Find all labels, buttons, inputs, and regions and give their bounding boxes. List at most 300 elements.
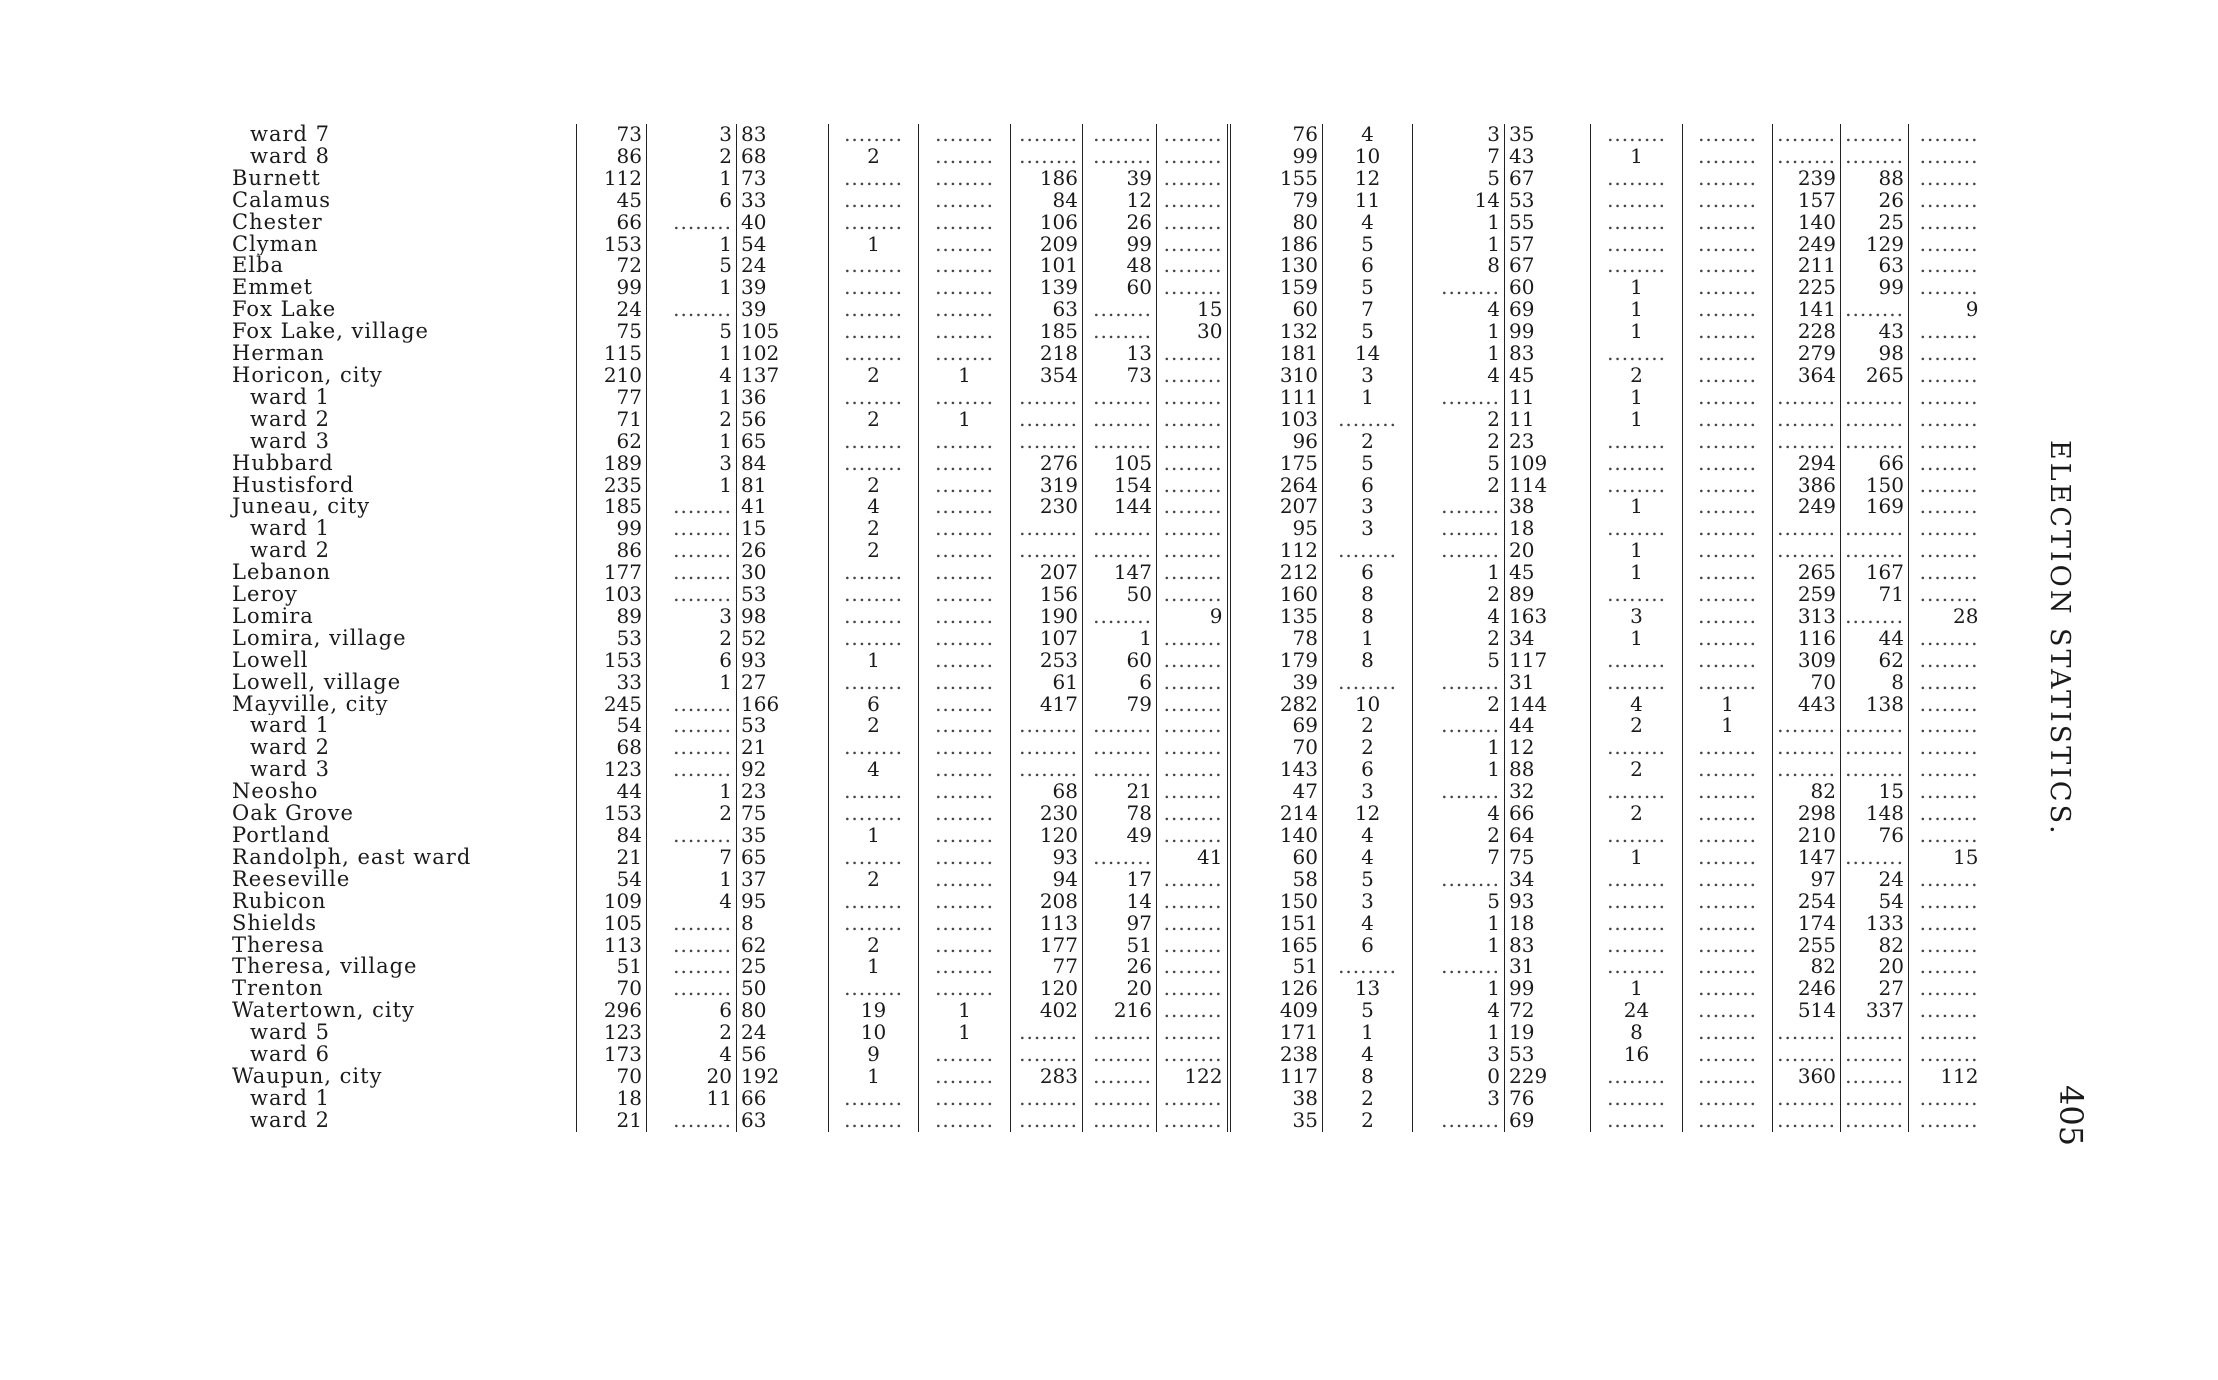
vote-cell: 26 [737,540,829,562]
vote-cell: ........ [919,606,1011,628]
vote-cell: 360 [1773,1066,1841,1088]
vote-cell: ........ [647,299,737,321]
vote-cell: 93 [737,650,829,672]
vote-cell: 4 [1323,212,1413,234]
vote-cell: ........ [1083,1022,1157,1044]
vote-cell: 153 [577,650,647,672]
vote-cell: 105 [577,913,647,935]
vote-cell: 27 [1841,978,1909,1000]
vote-cell: ........ [1909,1000,1983,1022]
vote-cell: ........ [829,672,919,694]
vote-cell: 443 [1773,694,1841,716]
vote-cell: 88 [1505,759,1591,781]
vote-cell: ........ [1841,124,1909,146]
vote-cell: 1 [1683,715,1773,737]
vote-cell: ........ [1773,1110,1841,1132]
vote-cell: 51 [1083,935,1157,957]
vote-cell: 1 [1591,146,1683,168]
vote-cell: ........ [1083,1066,1157,1088]
vote-cell: ........ [1011,759,1083,781]
vote-cell: ........ [1591,518,1683,540]
vote-cell: ........ [829,212,919,234]
vote-cell: 2 [1591,715,1683,737]
vote-cell: ........ [1083,387,1157,409]
vote-cell: 112 [577,168,647,190]
vote-cell: 21 [737,737,829,759]
vote-cell: ........ [1909,737,1983,759]
vote-cell: ........ [1413,956,1505,978]
row-label: Theresa, village [232,956,418,979]
vote-cell: ........ [829,190,919,212]
vote-cell: ........ [1841,847,1909,869]
vote-cell: ........ [1773,431,1841,453]
vote-cell: 3 [647,606,737,628]
vote-cell: ........ [1909,584,1983,606]
vote-cell: ........ [919,869,1011,891]
vote-cell: ........ [1591,212,1683,234]
vote-cell: ........ [1011,1022,1083,1044]
vote-cell: 1 [1323,628,1413,650]
row-label: Leroy [232,584,298,606]
vote-cell: ........ [1157,234,1229,256]
running-header: ELECTION STATISTICS. [2044,440,2075,837]
table-row [228,365,1983,387]
vote-cell: 214 [1229,803,1323,825]
vote-cell: ........ [1909,255,1983,277]
vote-cell: ........ [1157,453,1229,475]
vote-cell: 211 [1773,255,1841,277]
vote-cell: 62 [737,935,829,957]
vote-cell: ........ [919,146,1011,168]
vote-cell: ........ [1011,409,1083,431]
table-row [228,409,1983,431]
table-row [228,518,1983,540]
vote-cell: 80 [1229,212,1323,234]
vote-cell: 96 [1229,431,1323,453]
row-label: ward 5 [250,1022,331,1045]
vote-cell: 76 [1505,1088,1591,1110]
vote-cell: 45 [1505,562,1591,584]
vote-cell: ........ [1683,387,1773,409]
vote-cell: ........ [919,299,1011,321]
vote-cell: 514 [1773,1000,1841,1022]
vote-cell: ........ [829,847,919,869]
vote-cell: 75 [737,803,829,825]
vote-cell: 1 [647,672,737,694]
vote-cell: ........ [1773,1044,1841,1066]
vote-cell: 253 [1011,650,1083,672]
vote-cell: ........ [1909,540,1983,562]
vote-cell: 12 [1505,737,1591,759]
vote-cell: 35 [737,825,829,847]
vote-cell: ........ [1157,628,1229,650]
vote-cell: 2 [829,365,919,387]
vote-cell: 50 [1083,584,1157,606]
vote-cell: ........ [1683,496,1773,518]
table-row [228,737,1983,759]
table-row [228,1088,1983,1110]
vote-cell: ........ [1011,737,1083,759]
vote-cell: 54 [737,234,829,256]
vote-cell: ........ [1683,540,1773,562]
row-label: ward 6 [250,1044,331,1066]
vote-cell: ........ [1683,212,1773,234]
table-row [228,1066,1983,1088]
row-label: Elba [232,255,285,278]
vote-cell: ........ [919,803,1011,825]
table-row [228,584,1983,606]
vote-cell: 11 [1505,387,1591,409]
row-label: Clyman [232,233,319,256]
vote-cell: ........ [919,475,1011,497]
vote-cell: ........ [1011,146,1083,168]
vote-cell: 17 [1083,869,1157,891]
vote-cell: ........ [647,212,737,234]
vote-cell: 1 [1413,234,1505,256]
vote-cell: ........ [1591,869,1683,891]
vote-cell: ........ [1413,781,1505,803]
vote-cell: ........ [919,847,1011,869]
table-row [228,672,1983,694]
row-label: ward 3 [250,759,331,782]
vote-cell: 4 [647,891,737,913]
vote-cell: 1 [829,650,919,672]
vote-cell: ........ [919,737,1011,759]
row-label: Hubbard [232,452,334,475]
vote-cell: ........ [1413,869,1505,891]
vote-cell: 153 [577,234,647,256]
vote-cell: 37 [737,869,829,891]
vote-cell: 66 [577,212,647,234]
vote-cell: 26 [1083,212,1157,234]
vote-cell: 98 [737,606,829,628]
vote-cell: 84 [737,453,829,475]
vote-cell: 3 [1413,1088,1505,1110]
vote-cell: ........ [1157,956,1229,978]
vote-cell: 5 [1323,453,1413,475]
vote-cell: 298 [1773,803,1841,825]
vote-cell: ........ [1909,124,1983,146]
vote-cell: ........ [919,628,1011,650]
vote-cell: ........ [919,956,1011,978]
vote-cell: ........ [1909,277,1983,299]
table-row [228,234,1983,256]
vote-cell: 20 [1505,540,1591,562]
table-row [228,650,1983,672]
vote-cell: ........ [1909,496,1983,518]
vote-cell: 2 [1591,365,1683,387]
row-label: Rubicon [232,890,327,913]
vote-cell: 3 [647,453,737,475]
row-label: Lomira, village [232,627,407,650]
vote-cell: ........ [1591,825,1683,847]
vote-cell: ........ [1413,1110,1505,1132]
vote-cell: 402 [1011,1000,1083,1022]
vote-cell: ........ [1591,956,1683,978]
vote-cell: ........ [919,891,1011,913]
vote-cell: 155 [1229,168,1323,190]
vote-cell: ........ [1683,255,1773,277]
vote-cell: 34 [1505,869,1591,891]
vote-cell: ........ [829,781,919,803]
vote-cell: 2 [1591,803,1683,825]
vote-cell: ........ [919,1088,1011,1110]
vote-cell: 92 [737,759,829,781]
vote-cell: 337 [1841,1000,1909,1022]
vote-cell: ........ [1909,431,1983,453]
vote-cell: 21 [577,847,647,869]
table-row [228,540,1983,562]
vote-cell: 1 [1323,1022,1413,1044]
vote-cell: ........ [647,935,737,957]
vote-cell: 1 [647,234,737,256]
row-label: Trenton [232,978,324,1001]
vote-cell: 239 [1773,168,1841,190]
vote-cell: ........ [1083,540,1157,562]
vote-cell: 1 [1083,628,1157,650]
vote-cell: 1 [1413,935,1505,957]
vote-cell: 6 [647,190,737,212]
vote-cell: 255 [1773,935,1841,957]
vote-cell: ........ [647,825,737,847]
vote-cell: ........ [1157,715,1229,737]
vote-cell: ........ [1841,518,1909,540]
vote-cell: 105 [1083,453,1157,475]
vote-cell: 23 [737,781,829,803]
vote-cell: 75 [577,321,647,343]
vote-cell: ........ [1683,365,1773,387]
vote-cell: 103 [577,584,647,606]
row-label: Lowell, village [232,671,402,694]
vote-cell: ........ [1683,650,1773,672]
vote-cell: 61 [1011,672,1083,694]
vote-cell: 39 [737,299,829,321]
vote-cell: 10 [829,1022,919,1044]
vote-cell: 66 [1505,803,1591,825]
vote-cell: 249 [1773,496,1841,518]
vote-cell: 8 [1323,1066,1413,1088]
vote-cell: ........ [1841,759,1909,781]
vote-cell: ........ [1157,168,1229,190]
vote-cell: ........ [1157,343,1229,365]
vote-cell: 157 [1773,190,1841,212]
vote-cell: 2 [1413,475,1505,497]
vote-cell: ........ [829,255,919,277]
vote-cell: ........ [1083,518,1157,540]
vote-cell: 174 [1773,913,1841,935]
vote-cell: ........ [1841,1022,1909,1044]
vote-cell: 66 [1841,453,1909,475]
vote-cell: 8 [1591,1022,1683,1044]
vote-cell: ........ [919,124,1011,146]
vote-cell: 207 [1011,562,1083,584]
vote-cell: 4 [1323,124,1413,146]
vote-cell: ........ [1841,1110,1909,1132]
vote-cell: ........ [647,496,737,518]
vote-cell: 209 [1011,234,1083,256]
table-row [228,913,1983,935]
vote-cell: 4 [1591,694,1683,716]
vote-cell: 4 [1323,825,1413,847]
vote-cell: ........ [919,387,1011,409]
vote-cell: ........ [1683,606,1773,628]
vote-cell: 86 [577,146,647,168]
row-label: Lowell [232,649,309,672]
vote-cell: ........ [1909,672,1983,694]
vote-cell: ........ [1683,234,1773,256]
vote-cell: ........ [919,1066,1011,1088]
vote-cell: ........ [1841,146,1909,168]
vote-cell: 83 [1505,935,1591,957]
vote-cell: ........ [919,584,1011,606]
vote-cell: 82 [1773,956,1841,978]
vote-cell: 2 [829,518,919,540]
vote-cell: 49 [1083,825,1157,847]
vote-cell: ........ [1841,387,1909,409]
vote-cell: 72 [1505,1000,1591,1022]
vote-cell: 117 [1229,1066,1323,1088]
vote-cell: 8 [1841,672,1909,694]
table-row [228,715,1983,737]
vote-cell: ........ [1157,518,1229,540]
vote-cell: 73 [737,168,829,190]
vote-cell: 2 [1323,715,1413,737]
vote-cell: ........ [1323,540,1413,562]
vote-cell: 4 [1413,803,1505,825]
row-label: Waupun, city [232,1065,383,1088]
vote-cell: ........ [1683,825,1773,847]
vote-cell: 354 [1011,365,1083,387]
vote-cell: ........ [1841,431,1909,453]
vote-cell: 294 [1773,453,1841,475]
vote-cell: 9 [829,1044,919,1066]
vote-cell: 1 [1591,628,1683,650]
vote-cell: 43 [1505,146,1591,168]
vote-cell: 62 [577,431,647,453]
vote-cell: ........ [1083,1110,1157,1132]
vote-cell: 93 [1011,847,1083,869]
vote-cell: 1 [1591,387,1683,409]
vote-cell: 63 [737,1110,829,1132]
vote-cell: 78 [1229,628,1323,650]
vote-cell: 6 [1323,759,1413,781]
vote-cell: 40 [737,212,829,234]
vote-cell: ........ [829,1088,919,1110]
vote-cell: 1 [647,343,737,365]
vote-cell: 1 [1591,847,1683,869]
vote-cell: 21 [577,1110,647,1132]
vote-cell: 15 [1157,299,1229,321]
vote-cell: 19 [829,1000,919,1022]
table-row [228,190,1983,212]
vote-cell: ........ [1683,431,1773,453]
vote-cell: 53 [1505,190,1591,212]
vote-cell: 1 [919,365,1011,387]
vote-cell: ........ [1773,715,1841,737]
vote-cell: 5 [1413,453,1505,475]
vote-cell: ........ [1591,650,1683,672]
vote-cell: 68 [737,146,829,168]
vote-cell: 186 [1011,168,1083,190]
vote-cell: ........ [1841,606,1909,628]
vote-cell: 82 [1773,781,1841,803]
vote-cell: 73 [1083,365,1157,387]
vote-cell: 4 [1413,299,1505,321]
vote-cell: 246 [1773,978,1841,1000]
vote-cell: 113 [1011,913,1083,935]
vote-cell: 24 [1591,1000,1683,1022]
vote-cell: 94 [1011,869,1083,891]
vote-cell: ........ [919,496,1011,518]
vote-cell: 4 [647,1044,737,1066]
vote-cell: ........ [1413,387,1505,409]
vote-cell: 41 [1157,847,1229,869]
vote-cell: ........ [1011,124,1083,146]
vote-cell: 80 [737,1000,829,1022]
vote-cell: ........ [1323,672,1413,694]
vote-cell: 67 [1505,168,1591,190]
vote-cell: 1 [829,234,919,256]
vote-cell: 165 [1229,935,1323,957]
table-body [228,124,1983,1132]
vote-cell: 313 [1773,606,1841,628]
vote-cell: ........ [919,234,1011,256]
table-row [228,387,1983,409]
vote-cell: 93 [1505,891,1591,913]
vote-cell: 1 [1591,277,1683,299]
row-label: Fox Lake, village [232,321,429,344]
table-row [228,168,1983,190]
vote-cell: 2 [1413,409,1505,431]
vote-cell: 8 [1323,606,1413,628]
vote-cell: ........ [1083,299,1157,321]
vote-cell: 86 [577,540,647,562]
vote-cell: 2 [647,1022,737,1044]
vote-cell: 2 [829,540,919,562]
vote-cell: 24 [1841,869,1909,891]
vote-cell: 18 [577,1088,647,1110]
vote-cell: 177 [1011,935,1083,957]
vote-cell: 2 [829,935,919,957]
vote-cell: ........ [647,694,737,716]
vote-cell: ........ [647,540,737,562]
vote-cell: 69 [1229,715,1323,737]
vote-cell: 103 [1229,409,1323,431]
row-label: Calamus [232,189,332,212]
vote-cell: 3 [1323,781,1413,803]
vote-cell: 20 [1841,956,1909,978]
vote-cell: ........ [1909,869,1983,891]
vote-cell: 2 [1323,1088,1413,1110]
vote-cell: 78 [1083,803,1157,825]
table-row [228,212,1983,234]
row-label: Reeseville [232,868,351,891]
vote-cell: ........ [1909,409,1983,431]
vote-cell: 97 [1773,869,1841,891]
vote-cell: 51 [1229,956,1323,978]
vote-cell: ........ [1591,431,1683,453]
vote-cell: 143 [1229,759,1323,781]
vote-cell: 229 [1505,1066,1591,1088]
table-row [228,978,1983,1000]
vote-cell: 163 [1505,606,1591,628]
vote-cell: ........ [1413,518,1505,540]
row-label: ward 1 [250,386,331,409]
vote-cell: 230 [1011,496,1083,518]
vote-cell: 4 [829,496,919,518]
vote-cell: 11 [1505,409,1591,431]
vote-cell: ........ [1683,168,1773,190]
